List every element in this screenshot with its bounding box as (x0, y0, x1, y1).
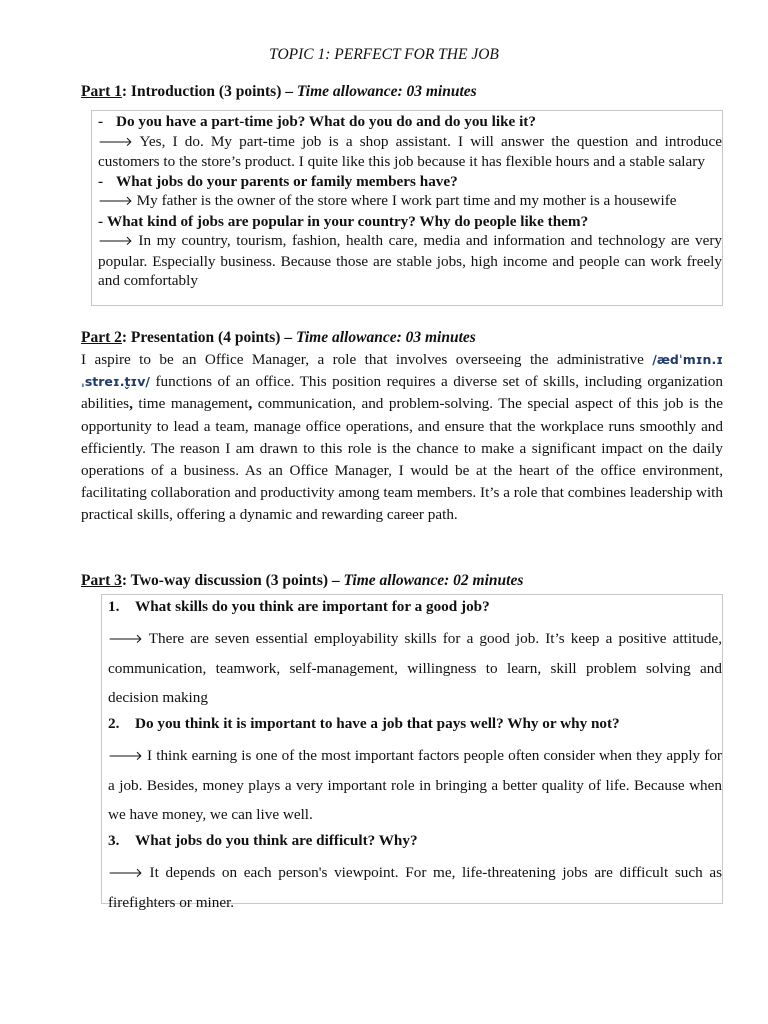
part2-label: Part 2 (81, 329, 122, 346)
part1-answer-2: 🡒 My father is the owner of the store where I work part time and my mother is a housewife (98, 192, 677, 209)
arrow-icon: 🡒 (108, 866, 143, 881)
part3-answer-2: 🡒 I think earning is one of the most important factors people often consider when they apply for a job. Besides, money plays a very important role in bringing a better quality of life. Because when we have money, we can live well. (108, 747, 722, 823)
part2-time: Time allowance: 03 minutes (295, 329, 476, 346)
part1-answer-3: 🡒 In my country, tourism, fashion, health care, media and information and technology are very popular. Especially business. Because those are stable jobs, high income and people can work freely and comfortably (98, 232, 723, 289)
part2-heading (81, 329, 476, 347)
part3-answer-3: 🡒 It depends on each person's viewpoint. For me, life-threatening jobs are difficult such as firefighters or miner. (108, 864, 723, 911)
part1-box (91, 110, 723, 306)
part1-question-1: - Do you have a part-time job? What do you do and do you like it? (98, 113, 536, 130)
part3-question-3: 3. What jobs do you think are difficult? Why? (108, 832, 418, 849)
part3-question-1: 1. What skills do you think are important for a good job? (108, 598, 490, 615)
arrow-icon: 🡒 (108, 632, 143, 647)
part1-answer-1: 🡒 Yes, I do. My part-time job is a shop assistant. I will answer the question and introduce customers to the store’s product. I quite like this job because it has flexible hours and a stable salary (98, 132, 722, 170)
page-title: TOPIC 1: PERFECT FOR THE JOB (269, 46, 499, 63)
part3-time: Time allowance: 02 minutes (343, 572, 524, 589)
part3-box (101, 594, 723, 911)
ipa-transcription: /ædˈmɪn.ɪˌstreɪ.t̬ɪv/ (81, 352, 724, 390)
part3-heading (81, 572, 523, 590)
part1-time: Time allowance: 03 minutes (296, 83, 477, 100)
arrow-icon: 🡒 (98, 194, 133, 209)
arrow-icon: 🡒 (98, 134, 133, 150)
arrow-icon: 🡒 (98, 234, 133, 249)
part1-heading-text: : Introduction (3 points) – (121, 83, 297, 100)
arrow-icon: 🡒 (108, 749, 143, 764)
part3-heading-text: : Two-way discussion (3 points) – (121, 572, 344, 589)
part2-presentation: I aspire to be an Office Manager, a role that involves overseeing the administrative /ædˈmɪn.ɪˌstreɪ.t̬ɪv/ functions of an office. This position requires a diverse set of skills, including organization abilities, time management, communication, and problem-solving. The special aspect of this job is the opportunity to lead a team, manage office operations, and ensure that the workplace runs smoothly and efficiently. The reason I am drawn to this role is the chance to make a significant impact on the daily operations of a business. As an Office Manager, I would be at the heart of the office environment, facilitating collaboration and productivity among team members. It’s a role that combines leadership with practical skills, offering a dynamic and rewarding career path. (81, 351, 724, 524)
part3-question-2: 2. Do you think it is important to have a job that pays well? Why or why not? (108, 715, 620, 732)
part1-heading (81, 83, 477, 101)
part1-label: Part 1 (81, 83, 122, 100)
part2-heading-text: : Presentation (4 points) – (121, 329, 296, 346)
part1-question-3: - What kind of jobs are popular in your country? Why do people like them? (98, 212, 589, 230)
part3-answer-1: 🡒 There are seven essential employability skills for a good job. It’s keep a positive attitude, communication, teamwork, self-management, willingness to learn, skill problem solving and decision making (108, 630, 722, 706)
part1-question-2: - What jobs do your parents or family members have? (98, 172, 458, 190)
part3-label: Part 3 (81, 572, 122, 589)
